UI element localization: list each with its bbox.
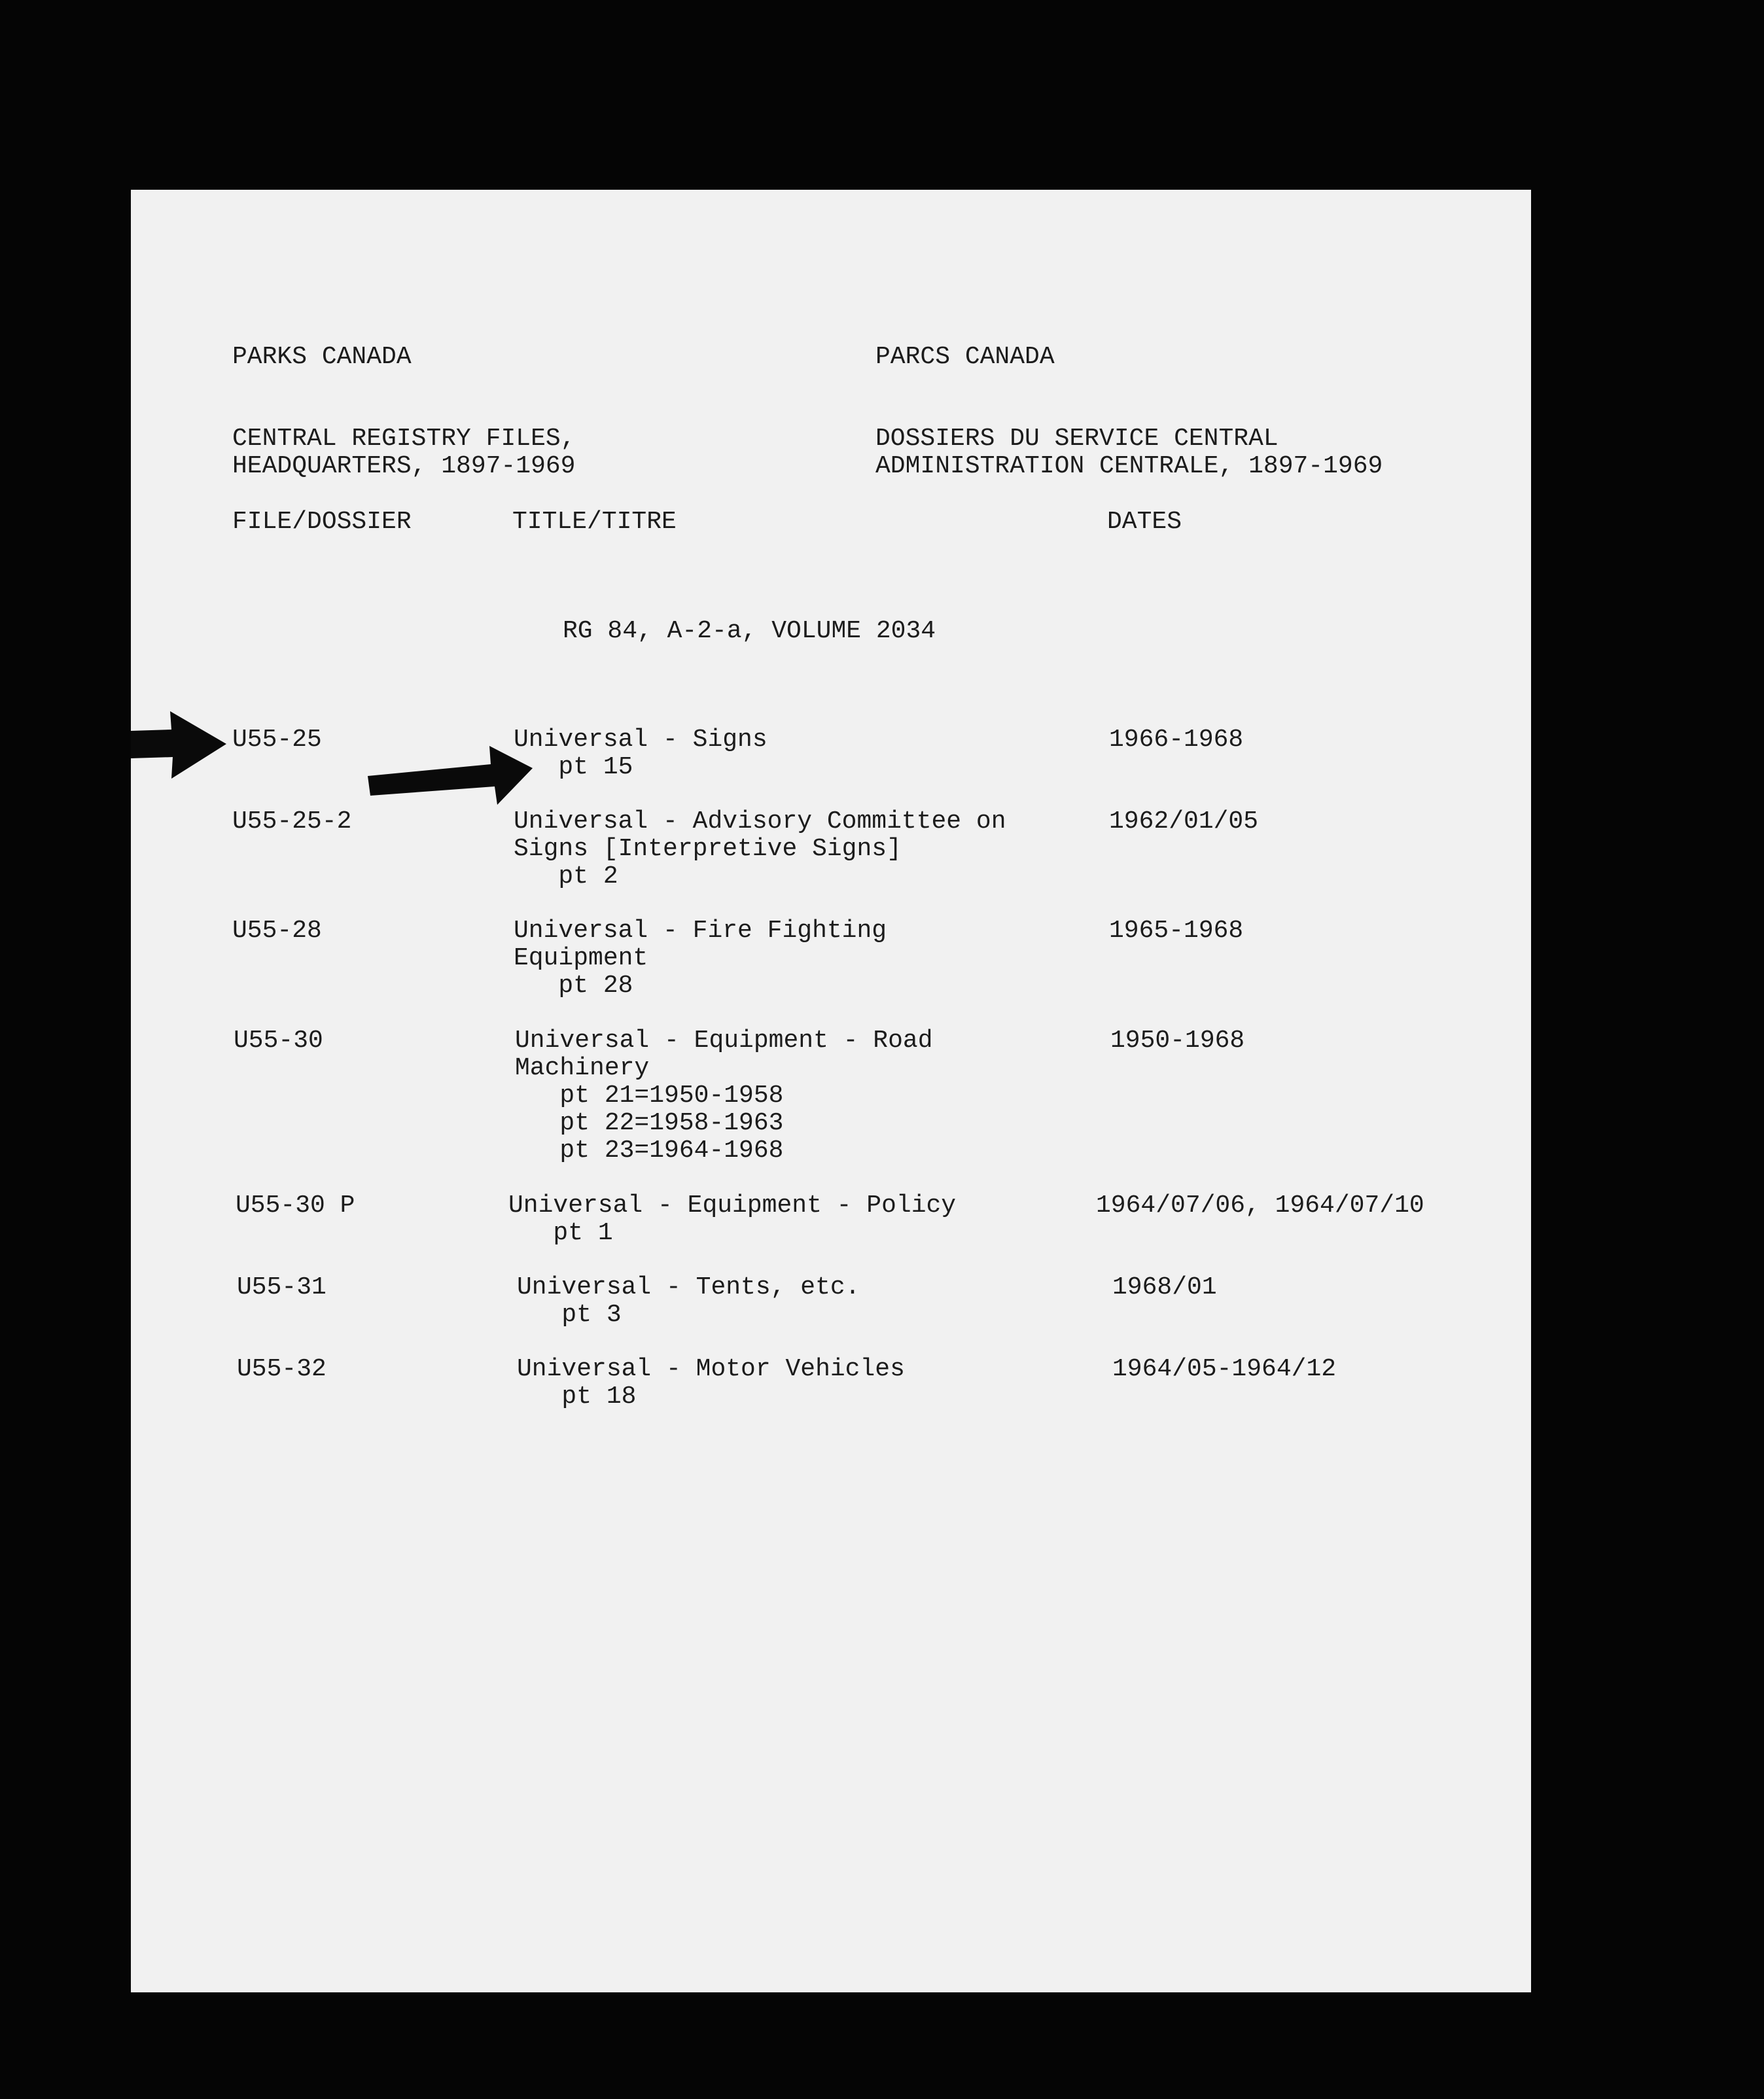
column-header-dates: DATES <box>1107 508 1182 536</box>
entry-title-line: pt 15 <box>514 753 633 781</box>
entry-title-line: pt 21=1950-1958 <box>515 1082 784 1110</box>
entry-title-line: Signs [Interpretive Signs] <box>514 835 902 863</box>
entry-title-line: Universal - Equipment - Policy <box>508 1191 957 1220</box>
column-header-file: FILE/DOSSIER <box>232 508 412 536</box>
entry-title-line: pt 1 <box>508 1219 613 1247</box>
entry-title-line: Machinery <box>515 1054 650 1082</box>
entry-file-number: U55-30 P <box>236 1191 355 1220</box>
entry-title-line: Universal - Equipment - Road <box>515 1027 933 1055</box>
entry-title-line: Universal - Advisory Committee on <box>514 807 1006 836</box>
entry-title-line: Universal - Fire Fighting <box>514 917 887 945</box>
entry-dates: 1964/05-1964/12 <box>1112 1355 1337 1383</box>
right-series-line1: DOSSIERS DU SERVICE CENTRAL <box>875 425 1279 453</box>
entry-title-line: pt 23=1964-1968 <box>515 1137 784 1165</box>
entry-title-line: pt 22=1958-1963 <box>515 1109 784 1137</box>
entry-title-line: pt 3 <box>517 1301 622 1329</box>
entry-file-number: U55-32 <box>237 1355 326 1383</box>
entry-dates: 1962/01/05 <box>1109 807 1259 836</box>
entry-file-number: U55-31 <box>237 1273 326 1301</box>
entry-title-line: pt 2 <box>514 862 618 891</box>
entry-dates: 1950-1968 <box>1110 1027 1245 1055</box>
entry-dates: 1968/01 <box>1112 1273 1217 1301</box>
volume-heading: RG 84, A-2-a, VOLUME 2034 <box>563 617 936 645</box>
left-series-line2: HEADQUARTERS, 1897-1969 <box>232 452 576 480</box>
entry-title-line: Universal - Signs <box>514 726 767 754</box>
entry-file-number: U55-28 <box>232 917 322 945</box>
entry-title-line: pt 28 <box>514 972 633 1000</box>
entry-dates: 1966-1968 <box>1109 726 1244 754</box>
entry-title-line: Universal - Tents, etc. <box>517 1273 860 1301</box>
column-header-title: TITLE/TITRE <box>512 508 677 536</box>
entry-file-number: U55-25 <box>232 726 322 754</box>
entry-dates: 1964/07/06, 1964/07/10 <box>1096 1191 1424 1220</box>
right-series-line2: ADMINISTRATION CENTRALE, 1897-1969 <box>875 452 1383 480</box>
arrow-pointer-file-icon <box>131 710 229 782</box>
left-series-line1: CENTRAL REGISTRY FILES, <box>232 425 576 453</box>
arrow-pointer-part-icon <box>366 745 537 810</box>
entry-file-number: U55-25-2 <box>232 807 352 836</box>
entry-title-line: pt 18 <box>517 1383 637 1411</box>
entry-file-number: U55-30 <box>234 1027 323 1055</box>
entry-title-line: Universal - Motor Vehicles <box>517 1355 905 1383</box>
left-org-name: PARKS CANADA <box>232 343 412 371</box>
entry-title-line: Equipment <box>514 944 648 972</box>
entry-dates: 1965-1968 <box>1109 917 1244 945</box>
right-org-name: PARCS CANADA <box>875 343 1055 371</box>
